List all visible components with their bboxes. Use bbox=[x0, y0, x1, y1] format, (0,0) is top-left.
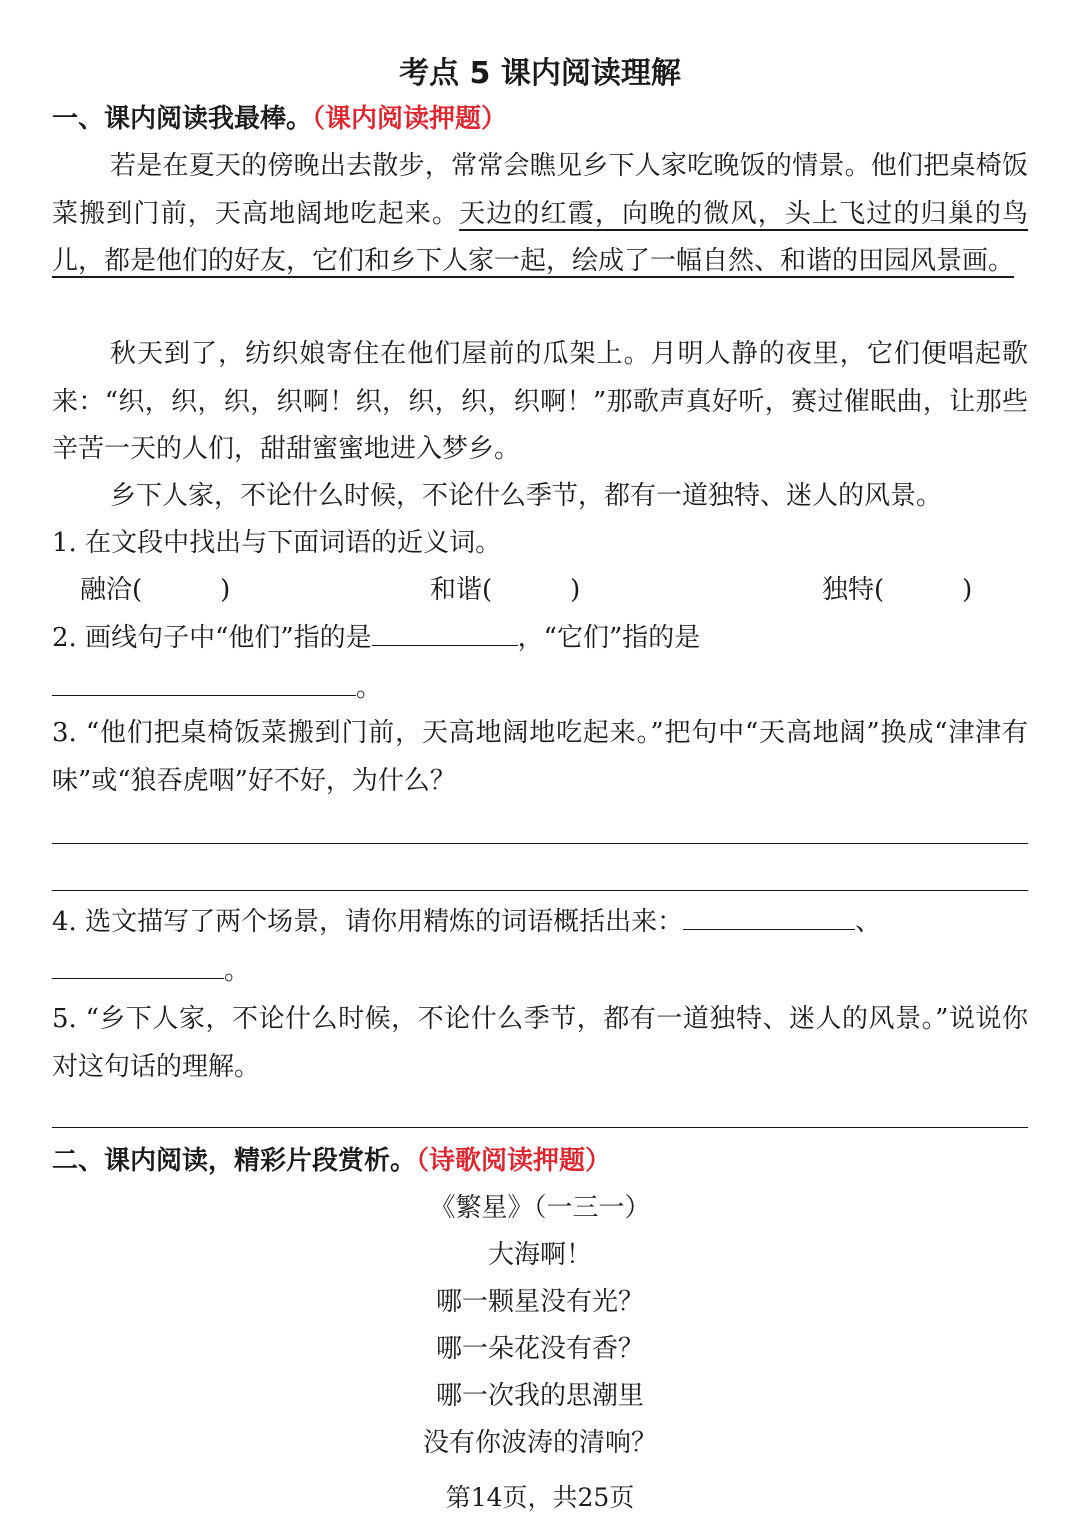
question-2 bbox=[52, 615, 700, 660]
poem-title: 《繁星》（一三一） bbox=[429, 1193, 651, 1223]
poem-line-3: 哪一朵花没有香？ bbox=[435, 1334, 644, 1364]
q4-prompt: 4. 选文描写了两个场景，请你用精炼的词语概括出来： bbox=[52, 907, 684, 937]
section1-tag: （课内阅读押题） bbox=[312, 104, 508, 134]
q4-answer-blank-1[interactable] bbox=[683, 899, 855, 930]
q5-answer-line[interactable] bbox=[52, 1127, 1028, 1128]
passage-paragraph-1 bbox=[52, 143, 1028, 286]
underlined-sentence: 天边的红霞，向晚的微风，头上飞过的归巢的鸟儿，都是他们的好友，它们和乡下人家一起，绘成了一幅自然、和谐的田园风景画。 bbox=[52, 198, 1028, 276]
q1-word-1-row: 融洽( ) bbox=[80, 575, 231, 605]
q2-mid: ，“它们”指的是 bbox=[517, 623, 701, 653]
q2-answer-blank-2[interactable] bbox=[52, 665, 356, 696]
poem-line-5: 没有你波涛的清响？ bbox=[422, 1428, 657, 1458]
poem-line-1: 大海啊！ bbox=[487, 1240, 592, 1270]
q3-answer-line-1[interactable] bbox=[52, 843, 1028, 844]
poem-line-4: 哪一次我的思潮里 bbox=[435, 1381, 644, 1411]
poem-line-2: 哪一颗星没有光？ bbox=[435, 1287, 644, 1317]
question-3: 3. “他们把桌椅饭菜搬到门前，天高地阔地吃起来。”把句中“天高地阔”换成“津津有味”或“狼吞虎咽”好不好，为什么？ bbox=[52, 718, 1028, 796]
q2-prompt: 2. 画线句子中“他们”指的是 bbox=[52, 623, 372, 653]
q1-word-2: 和谐 bbox=[430, 575, 483, 605]
q1-word-3-row: 独特( ) bbox=[822, 575, 973, 605]
q2-answer-blank-1[interactable] bbox=[372, 615, 518, 646]
question-4: 4. 选文描写了两个场景，请你用精炼的词语概括出来： 、 bbox=[52, 899, 881, 944]
q1-word-1: 融洽 bbox=[80, 575, 133, 605]
q1-word-2-row: 和谐( ) bbox=[430, 575, 581, 605]
question-4-cont: 。 bbox=[52, 948, 250, 993]
q3-answer-line-2[interactable] bbox=[52, 890, 1028, 891]
section2-heading bbox=[52, 1139, 611, 1183]
question-5: 5. “乡下人家，不论什么时候，不论什么季节，都有一道独特、迷人的风景。”说说你对这句话的理解。 bbox=[52, 1004, 1028, 1082]
section2-tag: （诗歌阅读押题） bbox=[416, 1146, 612, 1176]
section1-heading bbox=[52, 97, 507, 141]
page-title: 考点 5 课内阅读理解 bbox=[399, 56, 681, 91]
q1-word-3: 独特 bbox=[822, 575, 875, 605]
page-number-footer: 第14页，共25页 bbox=[445, 1483, 635, 1512]
section2-heading-text: 二、课内阅读，精彩片段赏析。 bbox=[52, 1146, 417, 1176]
question-2-cont: 。 bbox=[52, 665, 382, 710]
question-1: 1. 在文段中找出与下面词语的近义词。 bbox=[52, 528, 502, 558]
passage-paragraph-1-text: 若是在夏天的傍晚出去散步，常常会瞧见乡下人家吃晚饭的情景。他们把桌椅饭菜搬到门前，天高地阔地吃起来。 bbox=[52, 151, 1028, 229]
passage-paragraph-2: 秋天到了，纺织娘寄住在他们屋前的瓜架上。月明人静的夜里，它们便唱起歌来：“织，织，织，织啊！织，织，织，织啊！”那歌声真好听，赛过催眠曲，让那些辛苦一天的人们，甜甜蜜蜜地进入梦乡。 bbox=[52, 339, 1028, 464]
section1-heading-text: 一、课内阅读我最棒。 bbox=[52, 104, 313, 134]
q4-answer-blank-2[interactable] bbox=[52, 948, 224, 979]
passage-paragraph-3: 乡下人家，不论什么时候，不论什么季节，都有一道独特、迷人的风景。 bbox=[110, 481, 943, 511]
